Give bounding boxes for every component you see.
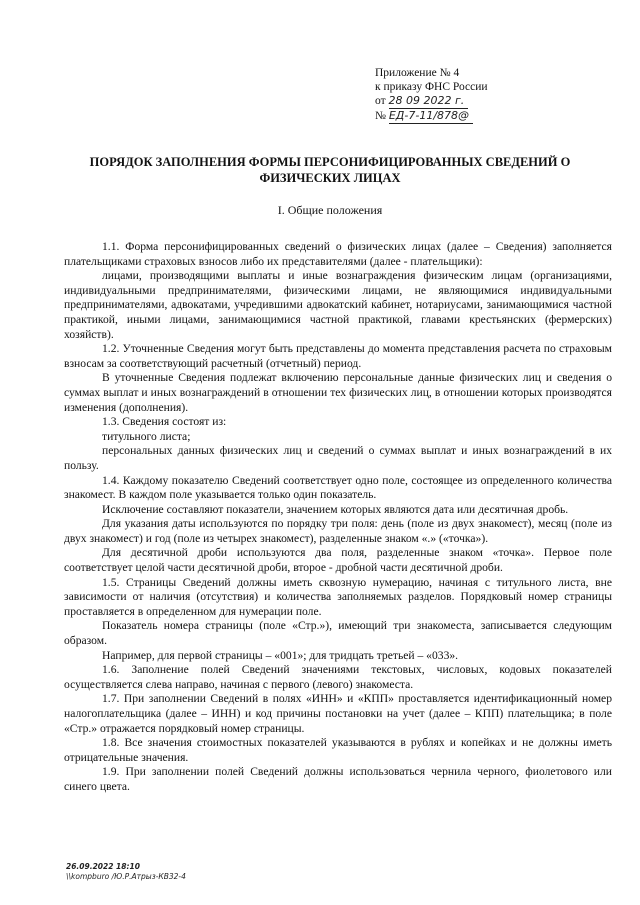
appendix-header (375, 66, 545, 124)
order-date-handwritten: 28 09 2022 г. (389, 94, 469, 109)
paragraph: Например, для первой страницы – «001»; для тридцать третьей – «033». (102, 648, 459, 662)
document-title: ПОРЯДОК ЗАПОЛНЕНИЯ ФОРМЫ ПЕРСОНИФИЦИРОВАННЫХ СВЕДЕНИЙ О ФИЗИЧЕСКИХ ЛИЦАХ (89, 155, 571, 185)
paragraph: 1.9. При заполнении полей Сведений должны использоваться чернила черного, фиолетового или синего цвета. (64, 765, 612, 793)
date-prefix: от (375, 95, 386, 107)
paragraph: 1.7. При заполнении Сведений в полях «ИНН» и «КПП» проставляется идентификационный номер налогоплательщика (далее – ИНН) и код причины постановки на учет (далее – КПП) плательщика; в поле «Стр.» отражается порядковый номер страницы. (64, 692, 612, 735)
paragraph: Показатель номера страницы (поле «Стр.»), имеющий три знакоместа, записывается следующим образом. (64, 619, 612, 648)
paragraph: 1.5. Страницы Сведений должны иметь сквозную нумерацию, начиная с титульного листа, вне зависимости от наличия (отсутствия) и количества заполняемых разделов. Порядковый номер страницы проставляется в определенном для нумерации поле. (64, 575, 612, 618)
print-timestamp: 26.09.2022 18:10 (66, 862, 140, 871)
paragraph: лицами, производящими выплаты и иные вознаграждения физическим лицам (организациями, индивидуальными предпринимателями, физическими лицами, не являющимися индивидуальными предпринимателями, адвокатами, учредившими адвокатский кабинет, нотариусами, занимающимися частной практикой, иными лицами, занимающимися частной практикой, главами крестьянских (фермерских) хозяйств). (64, 269, 612, 341)
paragraph: 1.1. Форма персонифицированных сведений о физических лицах (далее – Сведения) заполняется плательщиками страховых взносов либо их представителями (далее - плательщики): (64, 240, 612, 268)
paragraph: Для десятичной дроби используются два поля, разделенные знаком «точка». Первое поле соответствует целой части десятичной дроби, второе - дробной части десятичной дроби. (64, 546, 612, 575)
appendix-label: Приложение № 4 (375, 67, 460, 79)
paragraph: В уточненные Сведения подлежат включению персональные данные физических лиц и сведения о суммах выплат и иных вознаграждений в отношении тех физических лиц, в отношении которых производятся изменения (дополнения). (64, 371, 612, 414)
paragraph: Для указания даты используются по порядку три поля: день (поле из двух знакомест), месяц (поле из двух знакомест) и год (поле из четырех знакомест), разделенные знаком «.» («точка»). (64, 517, 612, 545)
section-title: I. Общие положения (277, 203, 383, 217)
number-prefix: № (375, 110, 386, 122)
paragraph: титульного листа; (102, 429, 191, 443)
order-number-handwritten: ЕД-7-11/878@ (389, 109, 473, 124)
paragraph: персональных данных физических лиц и сведений о суммах выплат и иных вознаграждений в их пользу. (64, 444, 612, 472)
paragraph: 1.2. Уточненные Сведения могут быть представлены до момента представления расчета по страховым взносам за соответствующий расчетный (отчетный) период. (64, 342, 612, 370)
print-meta: \\kompburo /Ю.Р.Атрыз-КВ32-4 (66, 872, 186, 881)
print-footer (66, 862, 186, 882)
paragraph: Исключение составляют показатели, значением которых являются дата или десятичная дробь. (102, 502, 569, 516)
order-reference: к приказу ФНС России (375, 81, 488, 93)
paragraph: 1.4. Каждому показателю Сведений соответствует одно поле, состоящее из определенного количества знакомест. В каждом поле указывается только один показатель. (64, 473, 612, 502)
paragraph: 1.6. Заполнение полей Сведений значениями текстовых, числовых, кодовых показателей осуществляется слева направо, начиная с первого (левого) знакоместа. (64, 663, 612, 691)
paragraph: 1.8. Все значения стоимостных показателей указываются в рублях и копейках и не должны иметь отрицательные значения. (64, 736, 612, 764)
document-body (64, 240, 612, 795)
order-number-line (375, 109, 545, 124)
paragraph: 1.3. Сведения состоят из: (102, 415, 227, 429)
order-date-line (375, 94, 545, 109)
